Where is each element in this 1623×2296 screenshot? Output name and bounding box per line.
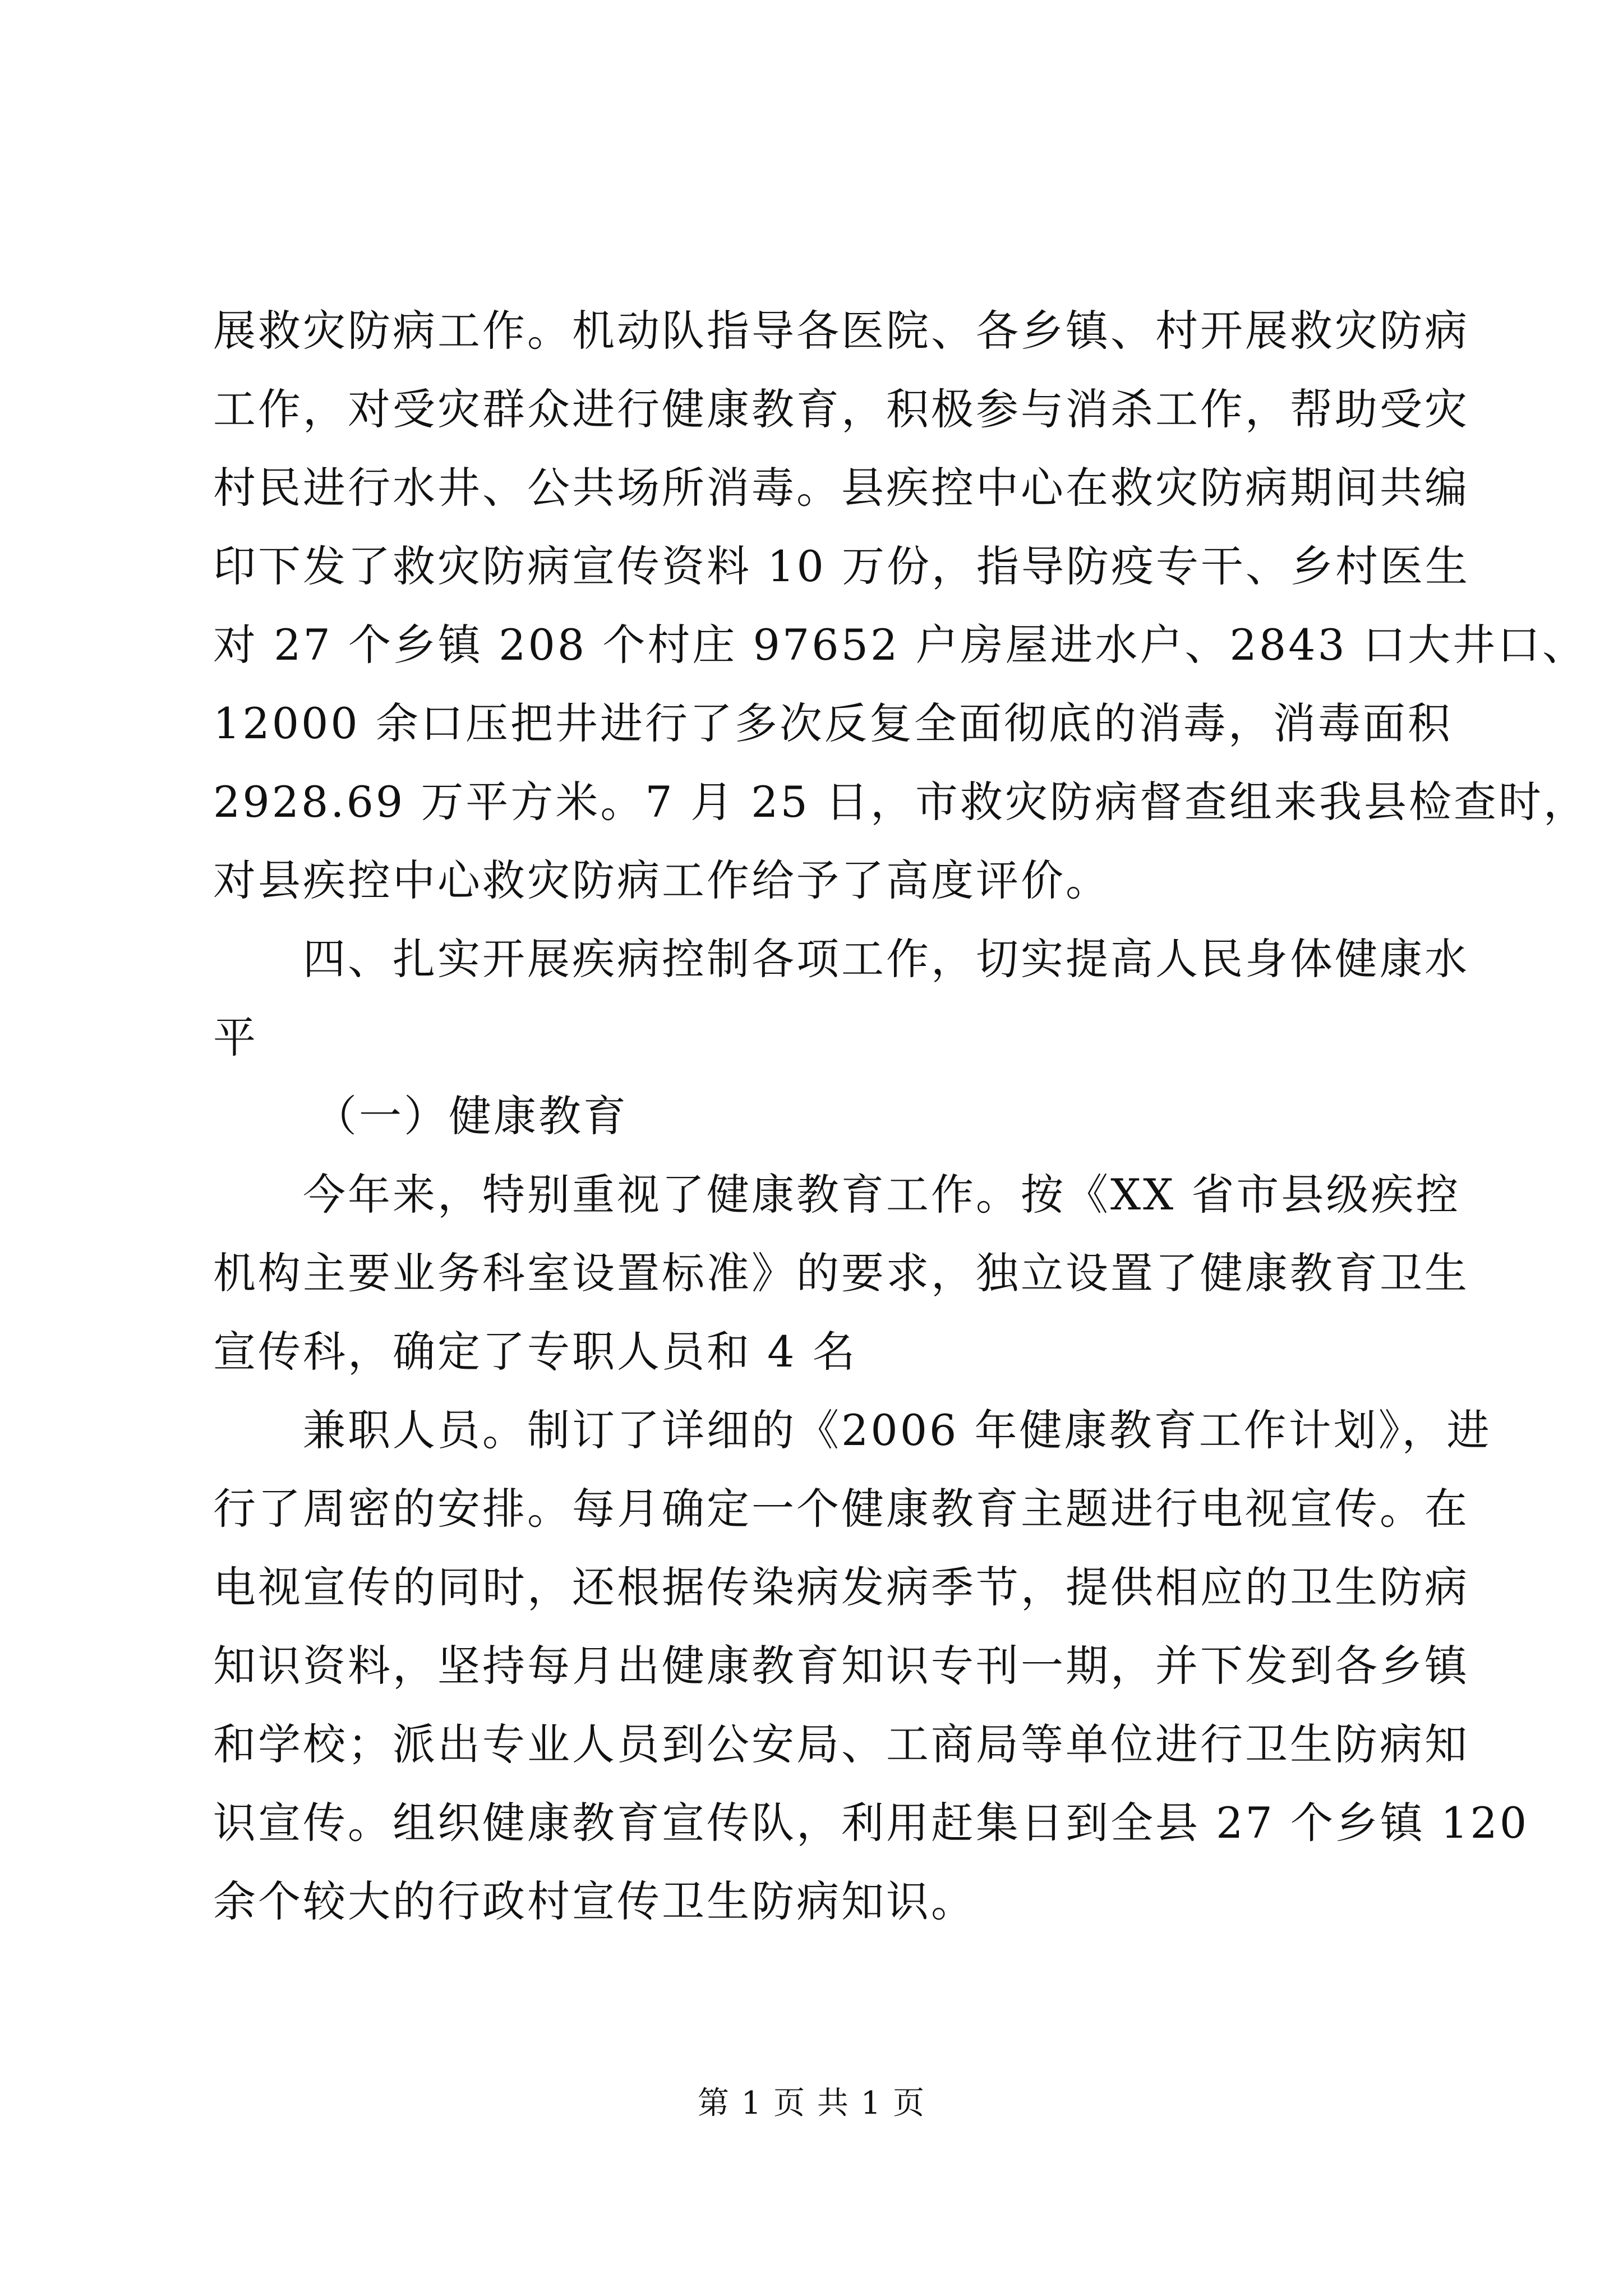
subsection-heading: （一）健康教育 (314, 1091, 628, 1141)
text-line: 兼职人员。制订了详细的《2006 年健康教育工作计划》，进 (303, 1405, 1492, 1455)
text-line: 知识资料，坚持每月出健康教育知识专刊一期，并下发到各乡镇 (213, 1641, 1469, 1691)
section-heading: 四、扎实开展疾病控制各项工作，切实提高人民身体健康水 (303, 934, 1469, 984)
text-line: 电视宣传的同时，还根据传染病发病季节，提供相应的卫生防病 (213, 1562, 1469, 1612)
text-line: 宣传科，确定了专职人员和 4 名 (213, 1327, 857, 1377)
text-line: 机构主要业务科室设置标准》的要求，独立设置了健康教育卫生 (213, 1248, 1469, 1298)
text-line: 印下发了救灾防病宣传资料 10 万份，指导防疫专干、乡村医生 (213, 541, 1470, 591)
text-line: 对 27 个乡镇 208 个村庄 97652 户房屋进水户、2843 口大井口、 (213, 620, 1588, 670)
text-line: 工作，对受灾群众进行健康教育，积极参与消杀工作，帮助受灾 (213, 384, 1469, 434)
text-line: 和学校；派出专业人员到公安局、工商局等单位进行卫生防病知 (213, 1719, 1469, 1769)
section-heading-continuation: 平 (213, 1013, 258, 1062)
text-line: 村民进行水井、公共场所消毒。县疾控中心在救灾防病期间共编 (213, 463, 1469, 513)
text-line: 余个较大的行政村宣传卫生防病知识。 (213, 1876, 976, 1926)
body-text (213, 292, 1588, 1941)
text-line: 12000 余口压把井进行了多次反复全面彻底的消毒，消毒面积 (213, 698, 1453, 748)
text-line: 今年来，特别重视了健康教育工作。按《XX 省市县级疾控 (303, 1170, 1461, 1220)
text-line: 2928.69 万平方米。7 月 25 日，市救灾防病督查组来我县检查时， (213, 777, 1588, 827)
text-line: 行了周密的安排。每月确定一个健康教育主题进行电视宣传。在 (213, 1484, 1469, 1534)
text-line: 识宣传。组织健康教育宣传队，利用赶集日到全县 27 个乡镇 120 (213, 1798, 1529, 1848)
text-line: 展救灾防病工作。机动队指导各医院、各乡镇、村开展救灾防病 (213, 306, 1469, 356)
text-line: 对县疾控中心救灾防病工作给予了高度评价。 (213, 855, 1110, 905)
page-footer: 第 1 页 共 1 页 (697, 2085, 926, 2122)
